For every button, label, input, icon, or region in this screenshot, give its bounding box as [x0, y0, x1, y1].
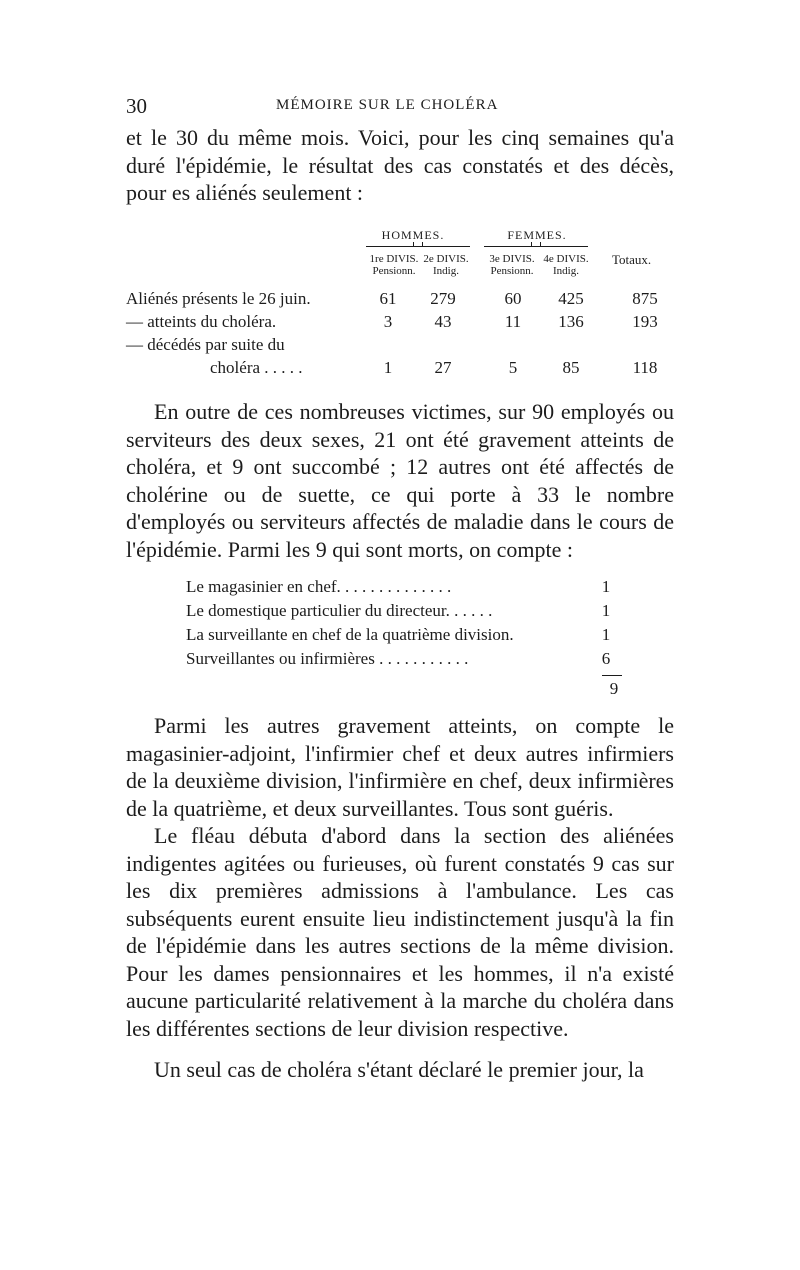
list-item-label: Surveillantes ou infirmières . . . . . . . . . . . — [186, 649, 469, 668]
cell: 1 — [383, 358, 393, 377]
list-item — [186, 625, 616, 650]
list-item-value: 1 — [601, 625, 611, 644]
subhead-div1: 1re DIVIS. Pensionn. — [369, 253, 419, 277]
list-item-label: La surveillante en chef de la quatrième division. — [186, 625, 514, 644]
paragraph-continued: Un seul cas de choléra s'étant déclaré le premier jour, la — [154, 1057, 644, 1082]
statistics-table — [126, 228, 686, 378]
cell: 875 — [632, 289, 658, 308]
intro-paragraph: et le 30 du même mois. Voici, pour les cinq semaines qu'a duré l'épidémie, le résultat des cas constatés et des décès, pour es aliénés seulement : — [126, 125, 674, 205]
cell: 43 — [434, 312, 452, 331]
cell: 118 — [632, 358, 658, 377]
list-item-label: Le magasinier en chef. . . . . . . . . . . . . . — [186, 577, 452, 596]
paragraph-outbreak: Le fléau débuta d'abord dans la section des aliénées indigentes agitées ou furieuses, où furent constatés 9 cas sur les dix premières admissions à l'ambulance. Les cas subséquents eurent ensuite lieu indistinctement jusqu'à la fin de l'épidémie dans les autres sections de la même division. Pour les dames pensionnaires et les hommes, il n'a existé aucune particularité relativement à la marche du choléra dans les différentes sections de leur division respective. — [126, 823, 674, 1041]
list-item-value: 6 — [601, 649, 611, 668]
row-label-present: Aliénés présents le 26 juin. — [126, 289, 311, 308]
page-header — [126, 94, 686, 120]
group-header-women: FEMMES. — [507, 228, 567, 242]
running-title: MÉMOIRE SUR LE CHOLÉRA — [276, 97, 499, 113]
cell: 61 — [379, 289, 397, 308]
list-item — [186, 649, 616, 674]
cell: 60 — [504, 289, 522, 308]
subhead-div2: 2e DIVIS. Indig. — [423, 253, 469, 277]
cell: 279 — [430, 289, 456, 308]
list-item-value: 1 — [601, 577, 611, 596]
row-label-affected: — atteints du choléra. — [126, 312, 277, 331]
cell: 3 — [383, 312, 393, 331]
women-brace — [484, 246, 588, 253]
paragraph-employees: En outre de ces nombreuses victimes, sur 90 employés ou serviteurs des deux sexes, 21 ont été gravement atteints de choléra, et 9 ont succombé ; 12 autres ont été affectés de cholérine ou de suette, ce qui porte à 33 le nombre d'employés ou serviteurs affectés de maladie dans le cours de l'épidémie. Parmi les 9 qui sont morts, on compte : — [126, 399, 674, 562]
list-total: 9 — [609, 679, 619, 698]
cell: 11 — [504, 312, 522, 331]
cell: 5 — [508, 358, 518, 377]
paragraph-others: Parmi les autres gravement atteints, on compte le magasinier-adjoint, l'infirmier chef et deux autres infirmiers de la deuxième division, l'infirmière en chef, deux infirmières de la quatrième, et deux surveillantes. Tous sont guéris. — [126, 713, 674, 821]
group-header-men: HOMMES. — [381, 228, 445, 242]
sum-rule — [602, 675, 622, 676]
cell: 27 — [434, 358, 452, 377]
cell: 193 — [632, 312, 658, 331]
page-number: 30 — [126, 94, 147, 118]
cell: 136 — [558, 312, 584, 331]
cell: 85 — [562, 358, 580, 377]
men-brace — [366, 246, 470, 253]
subhead-total: Totaux. — [612, 252, 652, 267]
row-label-cholera: choléra . . . . . — [210, 358, 303, 377]
list-item-label: Le domestique particulier du directeur. . . . . . — [186, 601, 493, 620]
cell: 425 — [558, 289, 584, 308]
list-item-value: 1 — [601, 601, 611, 620]
list-item — [186, 577, 616, 602]
row-label-deceased: — décédés par suite du — [126, 335, 285, 354]
list-item — [186, 601, 616, 626]
subhead-div4: 4e DIVIS. Indig. — [543, 253, 589, 277]
subhead-div3: 3e DIVIS. Pensionn. — [489, 253, 535, 277]
